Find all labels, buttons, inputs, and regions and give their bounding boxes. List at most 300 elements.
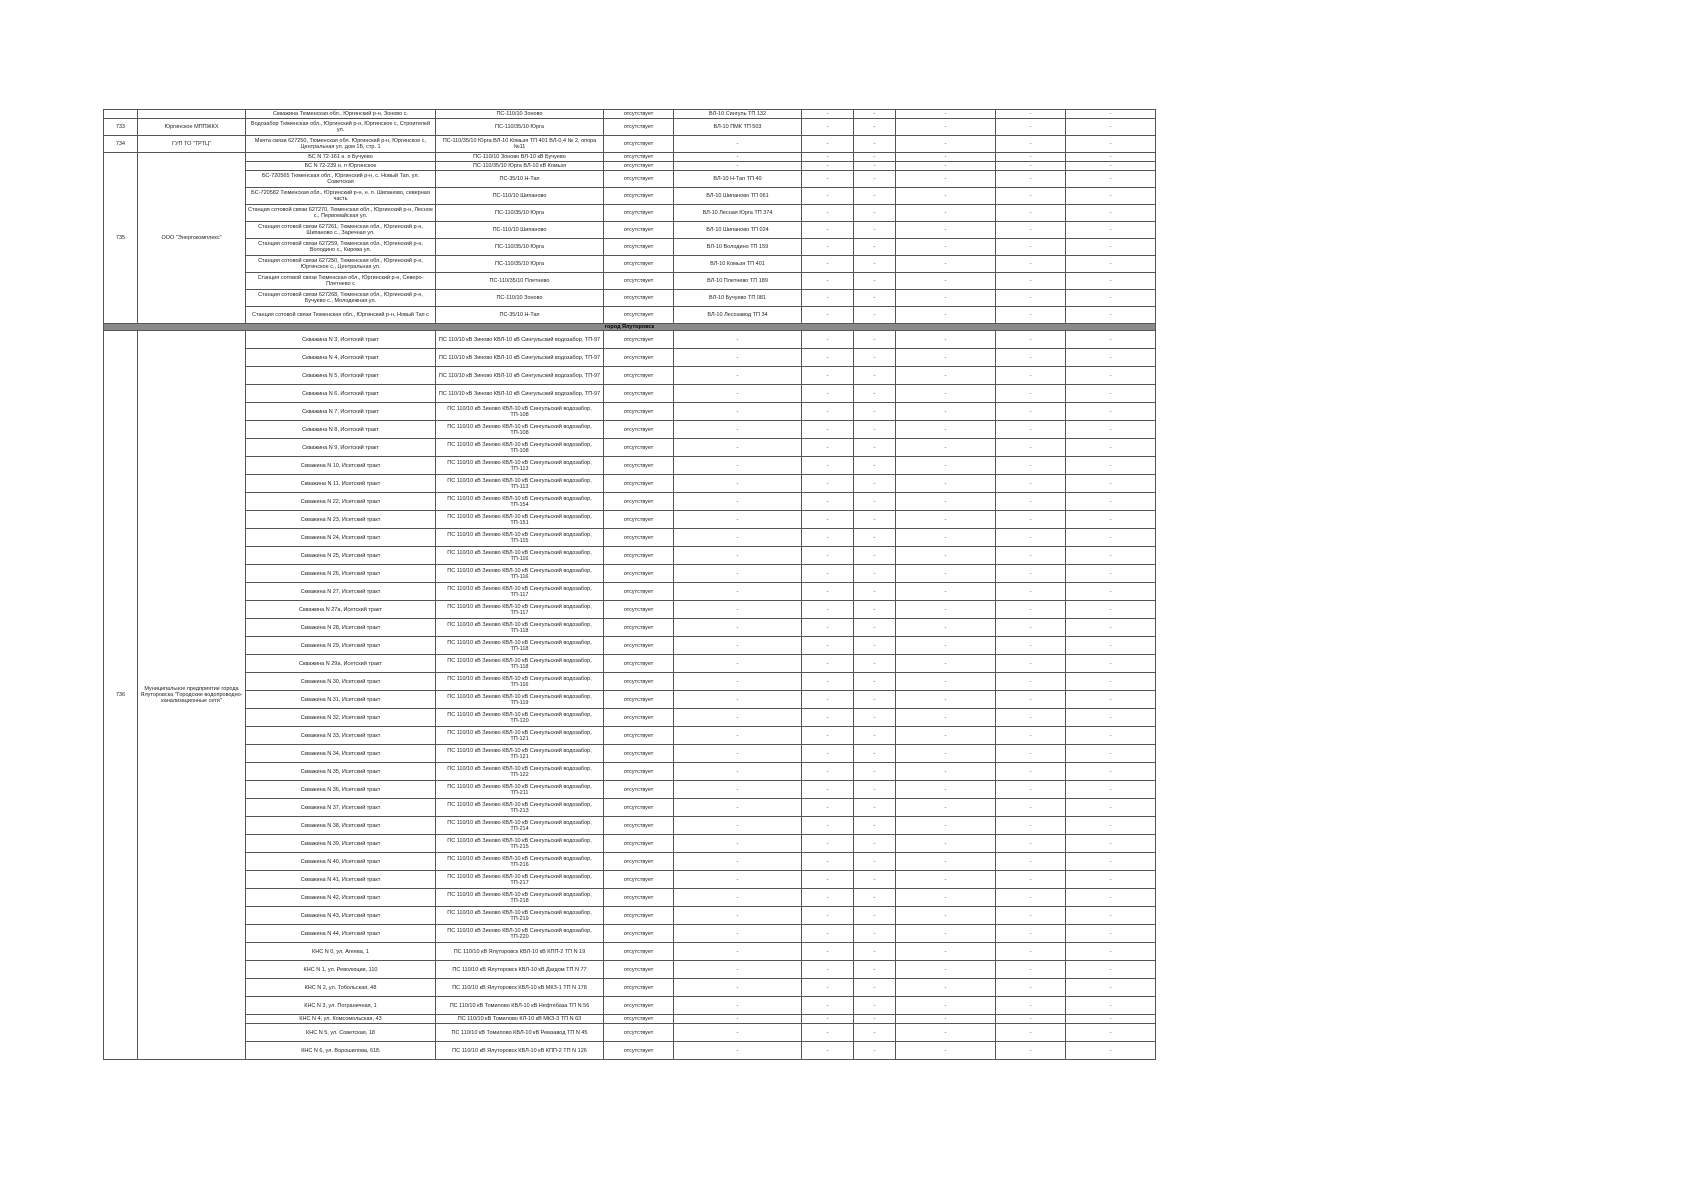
value-cell-5: - — [1066, 205, 1156, 222]
table-row — [104, 367, 1156, 385]
table-row — [104, 110, 1156, 119]
value-cell-5: - — [1066, 673, 1156, 691]
value-cell-4: - — [996, 367, 1066, 385]
object-cell: КНС N 4, ул. Комсомольская, 43 — [246, 1015, 436, 1024]
value-cell-4: - — [996, 290, 1066, 307]
value-cell-2: - — [854, 349, 896, 367]
value-cell-1: - — [802, 205, 854, 222]
value-cell-5: - — [1066, 290, 1156, 307]
value-cell-1: - — [802, 565, 854, 583]
object-cell: Станция сотовой связи 627270, Тюменская обл., Юргинский р-н, Лесное с., Первомайская ул. — [246, 205, 436, 222]
value-cell-5: - — [1066, 349, 1156, 367]
value-cell-1: - — [802, 997, 854, 1015]
value-cell-3: - — [896, 619, 996, 637]
value-cell-1: - — [802, 222, 854, 239]
line-cell: ВЛ-10 Н-Тап ТП 40 — [674, 171, 802, 188]
substation-cell: ПС 110/10 кВ Зиново КВЛ-10 кВ Сингульский водозабор, ТП-116 — [436, 547, 604, 565]
value-cell-3: - — [896, 307, 996, 324]
line-cell: ВЛ-10 Плетнево ТП 189 — [674, 273, 802, 290]
status-cell: отсутствует — [604, 799, 674, 817]
object-cell: Скважина N 25, Исетский тракт — [246, 547, 436, 565]
object-cell: Скважина N 37, Исетский тракт — [246, 799, 436, 817]
value-cell-4: - — [996, 961, 1066, 979]
value-cell-4: - — [996, 457, 1066, 475]
status-cell: отсутствует — [604, 601, 674, 619]
value-cell-4: - — [996, 439, 1066, 457]
substation-cell: ПС 110/10 кВ Зиново КВЛ-10 кВ Сингульский водозабор, ТП-97 — [436, 331, 604, 349]
value-cell-2: - — [854, 655, 896, 673]
value-cell-3: - — [896, 136, 996, 153]
value-cell-5: - — [1066, 1042, 1156, 1060]
status-cell: отсутствует — [604, 565, 674, 583]
table-row — [104, 1042, 1156, 1060]
value-cell-5: - — [1066, 110, 1156, 119]
table-row — [104, 727, 1156, 745]
table-row — [104, 637, 1156, 655]
line-cell: - — [674, 601, 802, 619]
value-cell-1: - — [802, 709, 854, 727]
status-cell: отсутствует — [604, 171, 674, 188]
table-row — [104, 547, 1156, 565]
status-cell: отсутствует — [604, 162, 674, 171]
value-cell-1: - — [802, 290, 854, 307]
value-cell-1: - — [802, 601, 854, 619]
table-row — [104, 511, 1156, 529]
line-cell: - — [674, 943, 802, 961]
value-cell-4: - — [996, 727, 1066, 745]
line-cell: - — [674, 162, 802, 171]
value-cell-4: - — [996, 889, 1066, 907]
value-cell-4: - — [996, 493, 1066, 511]
line-cell: - — [674, 529, 802, 547]
line-cell: - — [674, 331, 802, 349]
substation-cell: ПС 110/10 кВ Зиново КВЛ-10 кВ Сингульский водозабор, ТП-97 — [436, 349, 604, 367]
section-title: город Ялуторовск — [104, 324, 1156, 331]
value-cell-1: - — [802, 637, 854, 655]
status-cell: отсутствует — [604, 153, 674, 162]
value-cell-5: - — [1066, 1024, 1156, 1042]
value-cell-1: - — [802, 511, 854, 529]
object-cell: БС-720582 Тюменская обл., Юргинский р-н, н. п. Шипаново, северная часть — [246, 188, 436, 205]
value-cell-4: - — [996, 907, 1066, 925]
object-cell: Скважина N 24, Исетский тракт — [246, 529, 436, 547]
value-cell-3: - — [896, 171, 996, 188]
value-cell-3: - — [896, 457, 996, 475]
status-cell: отсутствует — [604, 222, 674, 239]
table-row — [104, 835, 1156, 853]
value-cell-2: - — [854, 331, 896, 349]
value-cell-5: - — [1066, 457, 1156, 475]
status-cell: отсутствует — [604, 853, 674, 871]
table-row — [104, 1015, 1156, 1024]
value-cell-2: - — [854, 290, 896, 307]
status-cell: отсутствует — [604, 727, 674, 745]
organization-cell: Юргинское МППЖКХ — [138, 119, 246, 136]
substation-cell: ПС-110/35/10 Юрга — [436, 256, 604, 273]
object-cell: Скважина N 38, Исетский тракт — [246, 817, 436, 835]
value-cell-3: - — [896, 349, 996, 367]
value-cell-3: - — [896, 162, 996, 171]
value-cell-3: - — [896, 961, 996, 979]
substation-cell: ПС 110/10 кВ Зиново КВЛ-10 кВ Сингульский водозабор, ТП-121 — [436, 745, 604, 763]
substation-cell: ПС-110/10 Шипаново — [436, 222, 604, 239]
value-cell-2: - — [854, 835, 896, 853]
value-cell-3: - — [896, 673, 996, 691]
substation-cell: ПС 110/10 кВ Зиново КВЛ-10 кВ Сингульский водозабор, ТП-218 — [436, 889, 604, 907]
substation-cell: ПС-110/10 Зоново — [436, 110, 604, 119]
object-cell: Скважина N 3, Исетский тракт — [246, 331, 436, 349]
table-row — [104, 673, 1156, 691]
value-cell-4: - — [996, 637, 1066, 655]
object-cell: Станция сотовой связи 627259, Тюменская обл., Юргинский р-н, Володино с., Кирова ул. — [246, 239, 436, 256]
substation-cell: ПС 110/10 кВ Зиново КВЛ-10 кВ Сингульский водозабор, ТП-118 — [436, 637, 604, 655]
value-cell-2: - — [854, 493, 896, 511]
substation-cell: ПС 110/10 кВ Томилово КЛ-10 кВ МКЗ-3 ТП N 63 — [436, 1015, 604, 1024]
status-cell: отсутствует — [604, 331, 674, 349]
substation-cell: ПС 110/10 кВ Зиново КВЛ-10 кВ Сингульский водозабор, ТП-211 — [436, 781, 604, 799]
value-cell-1: - — [802, 907, 854, 925]
value-cell-1: - — [802, 349, 854, 367]
table-row — [104, 188, 1156, 205]
value-cell-5: - — [1066, 153, 1156, 162]
value-cell-5: - — [1066, 421, 1156, 439]
value-cell-2: - — [854, 171, 896, 188]
object-cell: Скважина N 41, Исетский тракт — [246, 871, 436, 889]
value-cell-5: - — [1066, 547, 1156, 565]
organization-cell: ГУП ТО "ТРТЦ" — [138, 136, 246, 153]
value-cell-4: - — [996, 511, 1066, 529]
object-cell: КНС N 2, ул. Тобольская, 48 — [246, 979, 436, 997]
substation-cell: ПС 110/10 кВ Томилово КВЛ-10 кВ Ремзавод ТП N 45 — [436, 1024, 604, 1042]
line-cell: ВЛ-10 Володино ТП 159 — [674, 239, 802, 256]
value-cell-5: - — [1066, 565, 1156, 583]
value-cell-4: - — [996, 871, 1066, 889]
value-cell-4: - — [996, 273, 1066, 290]
value-cell-5: - — [1066, 511, 1156, 529]
table-row — [104, 439, 1156, 457]
value-cell-3: - — [896, 853, 996, 871]
status-cell: отсутствует — [604, 1042, 674, 1060]
status-cell: отсутствует — [604, 273, 674, 290]
object-cell: КНС N 6, ул. Ворошилова, 61Б — [246, 1042, 436, 1060]
value-cell-1: - — [802, 835, 854, 853]
value-cell-3: - — [896, 655, 996, 673]
substation-cell: ПС-110/10 Шипаново — [436, 188, 604, 205]
line-cell: - — [674, 691, 802, 709]
value-cell-3: - — [896, 331, 996, 349]
object-cell: Скважина N 9, Исетский тракт — [246, 439, 436, 457]
status-cell: отсутствует — [604, 1024, 674, 1042]
value-cell-5: - — [1066, 493, 1156, 511]
object-cell: Скважина N 27а, Исетский тракт — [246, 601, 436, 619]
line-cell: - — [674, 1024, 802, 1042]
value-cell-3: - — [896, 745, 996, 763]
value-cell-2: - — [854, 205, 896, 222]
table-row — [104, 290, 1156, 307]
line-cell: - — [674, 583, 802, 601]
value-cell-3: - — [896, 403, 996, 421]
value-cell-3: - — [896, 188, 996, 205]
value-cell-2: - — [854, 619, 896, 637]
value-cell-4: - — [996, 619, 1066, 637]
object-cell: Станция сотовой связи 627268, Тюменская обл., Юргинский р-н, Бучуево с., Молодежная ул. — [246, 290, 436, 307]
value-cell-4: - — [996, 853, 1066, 871]
value-cell-1: - — [802, 727, 854, 745]
value-cell-5: - — [1066, 331, 1156, 349]
value-cell-3: - — [896, 781, 996, 799]
value-cell-3: - — [896, 290, 996, 307]
value-cell-3: - — [896, 511, 996, 529]
line-cell: - — [674, 997, 802, 1015]
value-cell-2: - — [854, 745, 896, 763]
value-cell-5: - — [1066, 619, 1156, 637]
status-cell: отсутствует — [604, 745, 674, 763]
status-cell: отсутствует — [604, 907, 674, 925]
value-cell-4: - — [996, 763, 1066, 781]
line-cell: - — [674, 889, 802, 907]
value-cell-1: - — [802, 871, 854, 889]
object-cell: Скважина N 8, Исетский тракт — [246, 421, 436, 439]
value-cell-4: - — [996, 119, 1066, 136]
value-cell-1: - — [802, 655, 854, 673]
status-cell: отсутствует — [604, 307, 674, 324]
table-row — [104, 457, 1156, 475]
value-cell-5: - — [1066, 871, 1156, 889]
value-cell-3: - — [896, 817, 996, 835]
value-cell-2: - — [854, 601, 896, 619]
table-row — [104, 331, 1156, 349]
value-cell-3: - — [896, 421, 996, 439]
value-cell-5: - — [1066, 171, 1156, 188]
value-cell-1: - — [802, 119, 854, 136]
line-cell: - — [674, 421, 802, 439]
object-cell: БС N 72-161 н. п Бучуево — [246, 153, 436, 162]
status-cell: отсутствует — [604, 979, 674, 997]
value-cell-3: - — [896, 925, 996, 943]
substation-cell: ПС 110/10 кВ Зиново КВЛ-10 кВ Сингульский водозабор, ТП-154 — [436, 493, 604, 511]
line-cell: - — [674, 925, 802, 943]
table-row — [104, 943, 1156, 961]
object-cell: Скважина N 33, Исетский тракт — [246, 727, 436, 745]
object-cell: Скважина N 6, Исетский тракт — [246, 385, 436, 403]
value-cell-2: - — [854, 997, 896, 1015]
object-cell: Скважина N 29а, Исетский тракт — [246, 655, 436, 673]
value-cell-4: - — [996, 709, 1066, 727]
value-cell-3: - — [896, 547, 996, 565]
substation-cell: ПС 110/10 кВ Зиново КВЛ-10 кВ Сингульский водозабор, ТП-97 — [436, 367, 604, 385]
status-cell: отсутствует — [604, 817, 674, 835]
value-cell-4: - — [996, 979, 1066, 997]
line-cell: - — [674, 781, 802, 799]
substation-cell: ПС 110/10 кВ Зиново КВЛ-10 кВ Сингульский водозабор, ТП-108 — [436, 421, 604, 439]
line-cell: - — [674, 637, 802, 655]
status-cell: отсутствует — [604, 475, 674, 493]
object-cell: Водозабор Тюменская обл., Юргинский р-н, Юргинское с, Строителей ул. — [246, 119, 436, 136]
line-cell: ВЛ-10 ПМК ТП 503 — [674, 119, 802, 136]
substation-cell: ПС-110/35/10 Юрга ВЛ-10 кВ Комьзя — [436, 162, 604, 171]
value-cell-5: - — [1066, 709, 1156, 727]
value-cell-3: - — [896, 1042, 996, 1060]
substation-cell: ПС-110/10 Зоново — [436, 290, 604, 307]
value-cell-1: - — [802, 691, 854, 709]
table-row — [104, 493, 1156, 511]
substation-cell: ПС 110/10 кВ Ялуторовск КВЛ-10 кВ КПП-2 ТП N 19 — [436, 943, 604, 961]
status-cell: отсутствует — [604, 205, 674, 222]
status-cell: отсутствует — [604, 511, 674, 529]
value-cell-3: - — [896, 565, 996, 583]
value-cell-1: - — [802, 188, 854, 205]
object-cell: Станция сотовой связи 627250, Тюменская обл., Юргинский р-н, Юргинское с., Центральная ул. — [246, 256, 436, 273]
value-cell-4: - — [996, 529, 1066, 547]
value-cell-4: - — [996, 1042, 1066, 1060]
value-cell-1: - — [802, 457, 854, 475]
value-cell-2: - — [854, 1024, 896, 1042]
object-cell: Скважина N 32, Исетский тракт — [246, 709, 436, 727]
status-cell: отсутствует — [604, 835, 674, 853]
value-cell-5: - — [1066, 691, 1156, 709]
value-cell-2: - — [854, 136, 896, 153]
line-cell: ВЛ-10 Лесозавод ТП 34 — [674, 307, 802, 324]
substation-cell: ПС-110/35/10 Плетнево — [436, 273, 604, 290]
value-cell-4: - — [996, 817, 1066, 835]
object-cell: Скважина N 42, Исетский тракт — [246, 889, 436, 907]
value-cell-5: - — [1066, 222, 1156, 239]
table-row — [104, 601, 1156, 619]
status-cell: отсутствует — [604, 367, 674, 385]
status-cell: отсутствует — [604, 763, 674, 781]
value-cell-3: - — [896, 256, 996, 273]
substation-cell: ПС 110/10 кВ Зиново КВЛ-10 кВ Сингульский водозабор, ТП-117 — [436, 583, 604, 601]
substation-cell: ПС 110/10 кВ Зиново КВЛ-10 кВ Сингульский водозабор, ТП-220 — [436, 925, 604, 943]
value-cell-1: - — [802, 153, 854, 162]
object-cell: Мачта связи 627250, Тюменская обл. Юргинский р-н, Юргинское с, Центральная ул. дом 1Б, стр. 1 — [246, 136, 436, 153]
value-cell-4: - — [996, 136, 1066, 153]
object-cell: Скважина N 36, Исетский тракт — [246, 781, 436, 799]
line-cell: - — [674, 871, 802, 889]
line-cell: - — [674, 979, 802, 997]
value-cell-1: - — [802, 493, 854, 511]
group-number-cell — [104, 110, 138, 119]
object-cell: Скважина N 27, Исетский тракт — [246, 583, 436, 601]
object-cell: Скважина N 35, Исетский тракт — [246, 763, 436, 781]
status-cell: отсутствует — [604, 709, 674, 727]
object-cell: БС-720565 Тюменская обл., Юргинский р-н, с. Новый Тап, ул. Советская — [246, 171, 436, 188]
value-cell-1: - — [802, 421, 854, 439]
value-cell-1: - — [802, 1042, 854, 1060]
value-cell-1: - — [802, 110, 854, 119]
value-cell-3: - — [896, 153, 996, 162]
line-cell: - — [674, 547, 802, 565]
status-cell: отсутствует — [604, 925, 674, 943]
substation-cell: ПС 110/10 кВ Зиново КВЛ-10 кВ Сингульский водозабор, ТП-113 — [436, 457, 604, 475]
value-cell-2: - — [854, 961, 896, 979]
value-cell-2: - — [854, 222, 896, 239]
value-cell-1: - — [802, 1015, 854, 1024]
table-row — [104, 691, 1156, 709]
substation-cell: ПС 110/10 кВ Зиново КВЛ-10 кВ Сингульский водозабор, ТП-97 — [436, 385, 604, 403]
substation-cell: ПС 110/10 кВ Зиново КВЛ-10 кВ Сингульский водозабор, ТП-113 — [436, 475, 604, 493]
value-cell-2: - — [854, 907, 896, 925]
value-cell-3: - — [896, 979, 996, 997]
value-cell-4: - — [996, 222, 1066, 239]
value-cell-5: - — [1066, 385, 1156, 403]
value-cell-3: - — [896, 239, 996, 256]
value-cell-3: - — [896, 439, 996, 457]
line-cell: - — [674, 136, 802, 153]
value-cell-5: - — [1066, 655, 1156, 673]
value-cell-1: - — [802, 673, 854, 691]
status-cell: отсутствует — [604, 673, 674, 691]
line-cell: - — [674, 763, 802, 781]
value-cell-1: - — [802, 619, 854, 637]
value-cell-2: - — [854, 763, 896, 781]
value-cell-3: - — [896, 799, 996, 817]
value-cell-3: - — [896, 493, 996, 511]
value-cell-3: - — [896, 763, 996, 781]
value-cell-1: - — [802, 1024, 854, 1042]
value-cell-4: - — [996, 691, 1066, 709]
value-cell-2: - — [854, 307, 896, 324]
line-cell: ВЛ-10 Лесная Юрга ТП 374 — [674, 205, 802, 222]
value-cell-2: - — [854, 853, 896, 871]
table-row — [104, 979, 1156, 997]
line-cell: - — [674, 403, 802, 421]
value-cell-1: - — [802, 799, 854, 817]
value-cell-3: - — [896, 385, 996, 403]
status-cell: отсутствует — [604, 110, 674, 119]
value-cell-5: - — [1066, 307, 1156, 324]
value-cell-1: - — [802, 136, 854, 153]
table-row — [104, 619, 1156, 637]
object-cell: КНС N 0, ул. Агеева, 1 — [246, 943, 436, 961]
value-cell-5: - — [1066, 727, 1156, 745]
line-cell: - — [674, 727, 802, 745]
value-cell-5: - — [1066, 403, 1156, 421]
value-cell-4: - — [996, 583, 1066, 601]
value-cell-3: - — [896, 709, 996, 727]
value-cell-1: - — [802, 256, 854, 273]
line-cell: - — [674, 835, 802, 853]
value-cell-4: - — [996, 349, 1066, 367]
table-row — [104, 565, 1156, 583]
table-row — [104, 889, 1156, 907]
status-cell: отсутствует — [604, 583, 674, 601]
status-cell: отсутствует — [604, 188, 674, 205]
value-cell-5: - — [1066, 601, 1156, 619]
table-row — [104, 817, 1156, 835]
status-cell: отсутствует — [604, 493, 674, 511]
value-cell-4: - — [996, 835, 1066, 853]
table-row — [104, 583, 1156, 601]
value-cell-5: - — [1066, 889, 1156, 907]
substation-cell: ПС 110/10 кВ Зиново КВЛ-10 кВ Сингульский водозабор, ТП-213 — [436, 799, 604, 817]
substation-cell: ПС 110/10 кВ Зиново КВЛ-10 кВ Сингульский водозабор, ТП-216 — [436, 853, 604, 871]
object-cell: Скважина N 44, Исетский тракт — [246, 925, 436, 943]
line-cell: - — [674, 385, 802, 403]
table-row — [104, 273, 1156, 290]
value-cell-5: - — [1066, 835, 1156, 853]
value-cell-3: - — [896, 205, 996, 222]
line-cell: ВЛ-10 Шипаново ТП 024 — [674, 222, 802, 239]
status-cell: отсутствует — [604, 349, 674, 367]
value-cell-2: - — [854, 188, 896, 205]
table-row — [104, 385, 1156, 403]
status-cell: отсутствует — [604, 136, 674, 153]
line-cell: - — [674, 853, 802, 871]
object-cell: КНС N 5, ул. Советская, 18 — [246, 1024, 436, 1042]
value-cell-4: - — [996, 162, 1066, 171]
line-cell: ВЛ-10 Бучуево ТП 081 — [674, 290, 802, 307]
